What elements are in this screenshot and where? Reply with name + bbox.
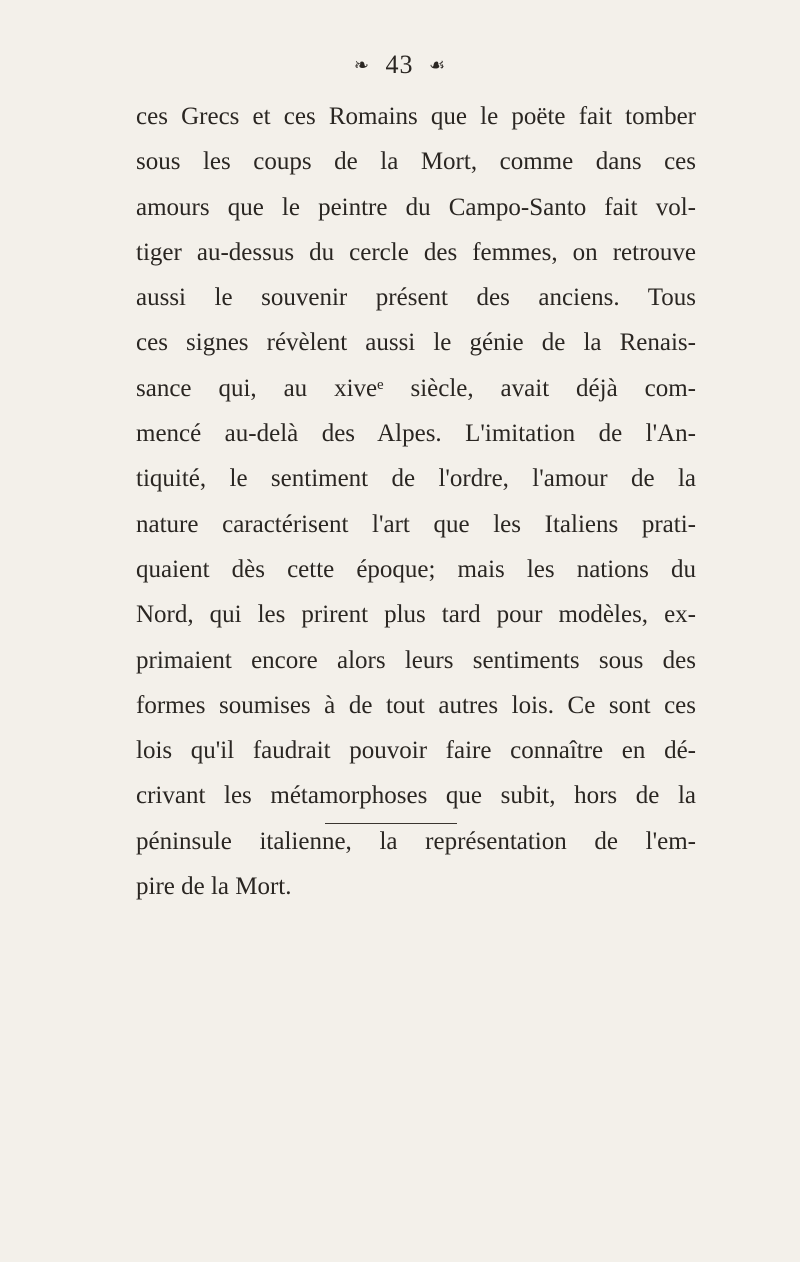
text-line: quaient dès cette époque; mais les nations du: [136, 555, 696, 583]
end-rule: [325, 823, 457, 824]
text-line: aussi le souvenir présent des anciens. Tous: [136, 284, 696, 312]
paragraph: [136, 94, 696, 909]
text-line: primaient encore alors leurs sentiments sous des: [136, 646, 696, 674]
page-header: [0, 48, 800, 80]
text-line: péninsule italienne, la représentation de l'em-: [136, 827, 696, 855]
ornament-left-icon: ❧: [353, 55, 370, 76]
ornament-right-icon: ☙: [428, 55, 447, 76]
text-line: mencé au-delà des Alpes. L'imitation de l'An-: [136, 420, 696, 448]
text-line: ces Grecs et ces Romains que le poëte fait tomber: [136, 103, 696, 130]
text-line: lois qu'il faudrait pouvoir faire connaître en dé-: [136, 737, 696, 765]
text-line: sous les coups de la Mort, comme dans ces: [136, 148, 696, 176]
text-line: sance qui, au xiveᵉ siècle, avait déjà com-: [136, 374, 696, 402]
text-line: amours que le peintre du Campo-Santo fait vol-: [136, 193, 696, 221]
text-line: ces signes révèlent aussi le génie de la Renais-: [136, 329, 696, 357]
text-line: tiger au-dessus du cercle des femmes, on retrouve: [136, 238, 696, 266]
page-number: 43: [385, 50, 414, 80]
text-line: tiquité, le sentiment de l'ordre, l'amour de la: [136, 465, 696, 493]
text-line: Nord, qui les prirent plus tard pour modèles, ex-: [136, 601, 696, 629]
text-line: crivant les métamorphoses que subit, hors de la: [136, 782, 696, 810]
text-line: nature caractérisent l'art que les Italiens prati-: [136, 510, 696, 538]
text-line: formes soumises à de tout autres lois. Ce sont ces: [136, 691, 696, 719]
text-line: pire de la Mort.: [136, 873, 292, 901]
